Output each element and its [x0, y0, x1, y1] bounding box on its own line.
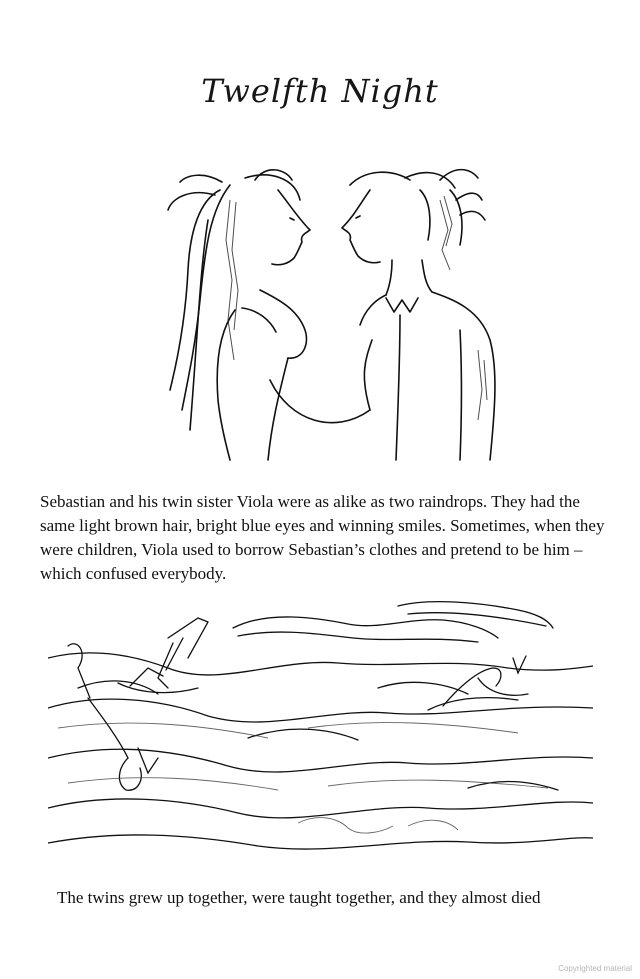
story-paragraph-1: Sebastian and his twin sister Viola were as alike as two raindrops. They had the same light brown hair, bright blue eyes and winning smiles. Sometimes, when they were children, Viola used to borrow Sebastian’s clothes and pretend to be him – which confused everybody. [40, 492, 605, 583]
shipwreck-illustration [48, 598, 593, 860]
story-paragraph-2: The twins grew up together, were taught together, and they almost died [57, 888, 541, 907]
copyright-watermark: Copyrighted material [558, 964, 632, 973]
twins-illustration [160, 160, 510, 465]
page-title: Twelfth Night [201, 72, 439, 110]
